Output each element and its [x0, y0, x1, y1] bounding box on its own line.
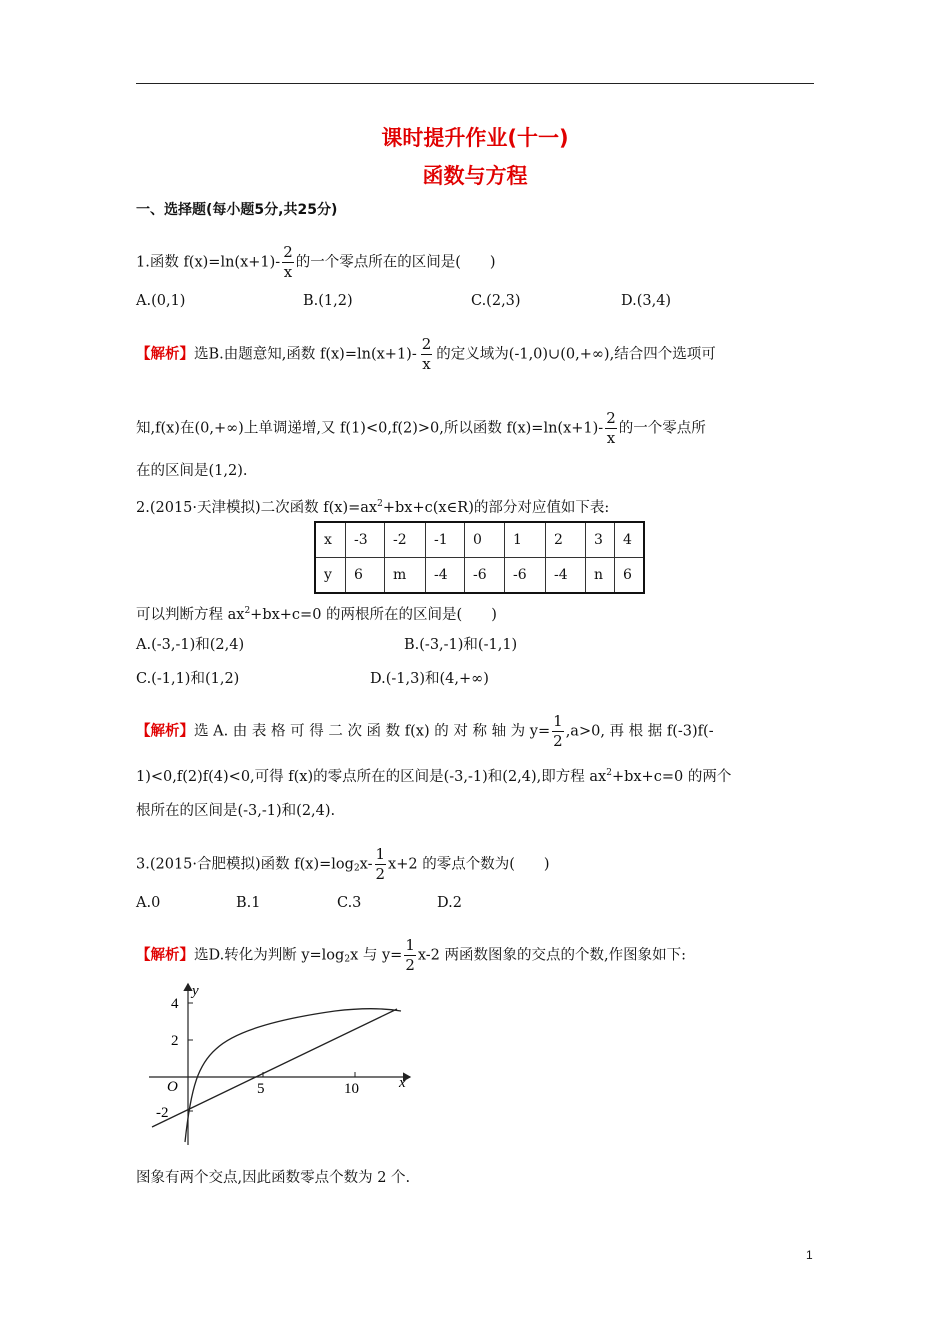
q1-option-a: A.(0,1)	[136, 293, 186, 309]
table-cell: n	[586, 558, 615, 594]
page-subtitle: 函数与方程	[422, 164, 528, 188]
q2-stem: 2.(2015·天津模拟)二次函数 $f(x)=ax^2+bx+c(x\in R)$的部分对应值如下表:	[136, 499, 610, 516]
q3-option-d: D.2	[437, 895, 462, 911]
log-curve	[185, 1009, 401, 1142]
origin-label: O	[167, 1079, 178, 1095]
q3-stem: 3.(2015·合肥模拟)函数 $f(x)=\log_2x-$ $\frac{1}{2}$ x+2 的零点个数为( )	[136, 845, 550, 883]
q3-conclusion: 图象有两个交点,因此函数零点个数为 2 个.	[136, 1170, 411, 1186]
q2-solution-line3: 根所在的区间是(-3,-1)和(2,4).	[136, 803, 336, 819]
q2-option-b: B.(-3,-1)和(-1,1)	[404, 637, 518, 653]
q1-option-b: B.(1,2)	[303, 293, 353, 309]
table-cell: 2	[546, 522, 586, 558]
table-cell: 6	[615, 558, 645, 594]
q2-stem2: 可以判断方程 $ax^2+bx+c=0$ 的两根所在的区间是( )	[136, 606, 497, 623]
table-row-x	[315, 522, 644, 558]
table-cell: 0	[465, 522, 505, 558]
table-cell: 4	[615, 522, 645, 558]
q3-option-b: B.1	[236, 895, 261, 911]
table-cell: 3	[586, 522, 615, 558]
section-heading: 一、选择题(每小题5分,共25分)	[136, 202, 338, 218]
table-cell: -1	[426, 522, 465, 558]
y-tick-label: -2	[156, 1105, 169, 1121]
x-tick-label: 10	[344, 1081, 359, 1097]
table-cell: m	[385, 558, 426, 594]
x-axis-label: x	[399, 1075, 406, 1091]
q1-stem: 1.函数 f(x)=ln(x+1)- $\frac{2}{x}$ 的一个零点所在的区间是( )	[136, 243, 496, 281]
table-cell: -3	[346, 522, 385, 558]
analysis-label: 【解析】	[136, 346, 194, 363]
q2-option-c: C.(-1,1)和(1,2)	[136, 671, 240, 687]
q1-solution-line2: 知,f(x)在(0,+∞)上单调递增,又 f(1)<0,f(2)>0,所以函数 f(x)=ln(x+1)- $\frac{2}{x}$ 的一个零点所	[136, 409, 706, 447]
q2-solution-line1: 【解析】选 A. 由 表 格 可 得 二 次 函 数 f(x) 的 对 称 轴 为 y= $\frac{1}{2}$ ,a>0, 再 根 据 f(-3)f(-	[136, 712, 714, 750]
q3-solution: 【解析】选D.转化为判断 $y=\log_2x$ 与 y= $\frac{1}{2}$ x-2 两函数图象的交点的个数,作图象如下:	[136, 936, 687, 974]
q1-solution-line3: 在的区间是(1,2).	[136, 463, 248, 479]
table-cell: y	[315, 558, 346, 594]
function-graph	[145, 980, 425, 1150]
value-table	[314, 521, 645, 594]
table-cell: -4	[426, 558, 465, 594]
page-title: 课时提升作业(十一)	[381, 126, 569, 150]
header-rule	[136, 83, 814, 84]
q3-option-a: A.0	[136, 895, 161, 911]
q2-option-d: D.(-1,3)和(4,+∞)	[370, 671, 489, 687]
q3-option-c: C.3	[337, 895, 362, 911]
q1-option-c: C.(2,3)	[471, 293, 521, 309]
y-axis-label: y	[192, 983, 199, 999]
q1-solution-line1: 【解析】选B.由题意知,函数 f(x)=ln(x+1)- $\frac{2}{x}$ 的定义域为(-1,0)∪(0,+∞),结合四个选项可	[136, 335, 716, 373]
q1-fraction: $\frac{2}{x}$	[283, 243, 293, 281]
q2-solution-line2: 1)<0,f(2)f(4)<0,可得 f(x)的零点所在的区间是(-3,-1)和(2,4),即方程 $ax^2+bx+c=0$ 的两个	[136, 768, 732, 785]
table-cell: -4	[546, 558, 586, 594]
table-cell: x	[315, 522, 346, 558]
y-tick-label: 2	[171, 1033, 179, 1049]
y-tick-label: 4	[171, 996, 179, 1012]
table-row-y	[315, 558, 644, 594]
table-cell: -6	[505, 558, 546, 594]
q2-option-a: A.(-3,-1)和(2,4)	[136, 637, 245, 653]
table-cell: -2	[385, 522, 426, 558]
table-cell: -6	[465, 558, 505, 594]
page-number: 1	[806, 1248, 813, 1262]
table-cell: 6	[346, 558, 385, 594]
analysis-label: 【解析】	[136, 723, 194, 740]
q1-option-d: D.(3,4)	[621, 293, 672, 309]
table-cell: 1	[505, 522, 546, 558]
analysis-label: 【解析】	[136, 947, 194, 964]
x-tick-label: 5	[257, 1081, 265, 1097]
